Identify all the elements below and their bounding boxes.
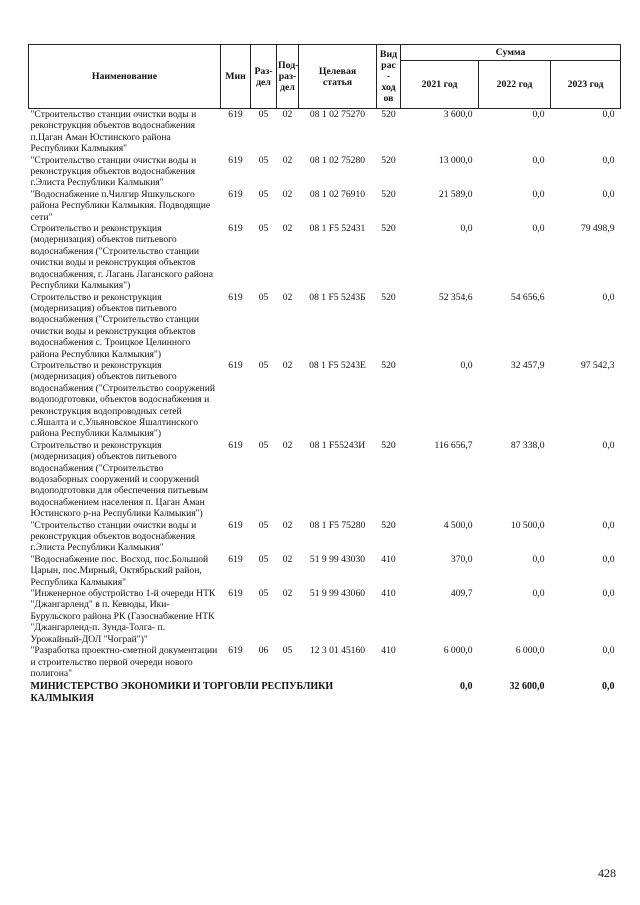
- cell-vid: 520: [381, 519, 396, 531]
- cell-name: "Инженерное обустройство 1-й очереди НТК "Джангарленд" в п. Кевюды, Ики-Бурульского района РК (Газоснабжение НТК "Джангарленд-п. Зунда-Толга- п. Урожайный-ДОЛ "Чограй")": [30, 588, 216, 645]
- cell-min: 619: [228, 588, 243, 600]
- cell-target: 08 1 F5 5243Е: [309, 359, 366, 371]
- cell-y2022: 54 656,6: [510, 291, 545, 303]
- header-target: Целевая статья: [299, 45, 377, 109]
- cell-y2021: 21 589,0: [438, 188, 473, 200]
- page-number: 428: [598, 866, 616, 880]
- cell-target: 08 1 F55243И: [309, 439, 366, 451]
- cell-min: 619: [228, 109, 243, 120]
- cell-podrazdel: 02: [282, 359, 293, 371]
- cell-vid: 410: [381, 588, 396, 600]
- cell-razdel: 05: [258, 519, 269, 531]
- cell-razdel: 06: [258, 645, 269, 657]
- cell-name: "Водоснабжение пос. Восход, пос.Большой Царын, пос.Мирный, Октябрьский район, Республика Калмыкия": [30, 553, 209, 588]
- table-row: [29, 292, 621, 360]
- cell-name: "Водоснабжение п.Чилгир Яшкульского района Республики Калмыкия. Подводящие сети": [30, 188, 211, 223]
- cell-razdel: 05: [258, 109, 269, 120]
- cell-podrazdel: 02: [282, 553, 293, 565]
- cell-y2023: 0,0: [602, 519, 615, 531]
- cell-y2022: 0,0: [532, 188, 545, 200]
- cell-y2021: 3 600,0: [443, 109, 473, 120]
- cell-target: 08 1 02 76910: [309, 188, 366, 200]
- cell-target: 08 1 F5 5243Б: [309, 291, 366, 303]
- table-row: [29, 645, 621, 679]
- cell-y2021: 6 000,0: [443, 645, 473, 657]
- cell-y2022: 10 500,0: [510, 519, 545, 531]
- cell-y2021: 4 500,0: [443, 519, 473, 531]
- cell-y2023: 0,0: [602, 588, 615, 600]
- cell-target: 51 9 99 43060: [309, 588, 366, 600]
- table-row: [29, 155, 621, 189]
- header-razdel: Раз- дел: [251, 45, 277, 109]
- cell-vid: 410: [381, 645, 396, 657]
- cell-podrazdel: 02: [282, 154, 293, 166]
- cell-y2021: 370,0: [450, 553, 473, 565]
- cell-podrazdel: 02: [282, 223, 293, 235]
- table-row: [29, 223, 621, 291]
- cell-razdel: 05: [258, 223, 269, 235]
- cell-min: 619: [228, 519, 243, 531]
- cell-podrazdel: 02: [282, 588, 293, 600]
- header-sum: Сумма: [401, 45, 621, 61]
- cell-min: 619: [228, 645, 243, 657]
- cell-target: 08 1 02 75270: [309, 109, 366, 120]
- cell-y2023: 97 542,3: [580, 359, 615, 371]
- cell-target: 08 1 02 75280: [309, 154, 366, 166]
- table-row: [29, 189, 621, 223]
- cell-y2022: 0,0: [532, 154, 545, 166]
- budget-table: [28, 44, 621, 705]
- cell-y2023: 0,0: [602, 645, 615, 657]
- header-2022: 2022 год: [479, 61, 551, 109]
- table-row: [29, 520, 621, 554]
- cell-min: 619: [228, 553, 243, 565]
- cell-y2023: 0,0: [602, 154, 615, 166]
- cell-podrazdel: 02: [282, 519, 293, 531]
- cell-vid: 520: [381, 154, 396, 166]
- cell-vid: 520: [381, 188, 396, 200]
- cell-name: Строительство и реконструкция (модернизация) объектов питьевого водоснабжения ("Строительство сооружений водоподготовки, объектов водоснабжения и реконструкция водопроводных сетей с.Яшалта и с.Ульяновское Яшалтинского района Республики Калмыкия"): [30, 359, 216, 440]
- cell-razdel: 05: [258, 588, 269, 600]
- cell-y2021: 13 000,0: [438, 154, 473, 166]
- header-vid: Вид рас - ход ов: [377, 45, 401, 109]
- cell-y2022: 6 000,0: [515, 645, 545, 657]
- cell-vid: 520: [381, 223, 396, 235]
- cell-y2022: 0,0: [532, 223, 545, 235]
- cell-y2023: 0,0: [602, 109, 615, 120]
- cell-y2022: 87 338,0: [510, 439, 545, 451]
- cell-y2022: 0,0: [532, 109, 545, 120]
- cell-name: Строительство и реконструкция (модернизация) объектов питьевого водоснабжения ("Строительство станции очистки воды и реконструкция объектов водоснабжения, г. Лагань Лаганского района Республики Калмыкия"): [30, 223, 214, 292]
- cell-y2023: 0,0: [602, 291, 615, 303]
- cell-razdel: 05: [258, 553, 269, 565]
- cell-podrazdel: 02: [282, 188, 293, 200]
- cell-razdel: 05: [258, 154, 269, 166]
- total-2023: 0,0: [602, 681, 615, 693]
- header-2023: 2023 год: [551, 61, 621, 109]
- cell-razdel: 05: [258, 188, 269, 200]
- cell-y2021: 409,7: [450, 588, 473, 600]
- header-name: Наименование: [29, 45, 221, 109]
- cell-min: 619: [228, 359, 243, 371]
- cell-y2023: 0,0: [602, 188, 615, 200]
- header-podrazdel: Под- раз- дел: [277, 45, 299, 109]
- cell-target: 08 1 F5 75280: [309, 519, 366, 531]
- cell-podrazdel: 02: [282, 109, 293, 120]
- total-2022: 32 600,0: [509, 681, 545, 693]
- cell-name: Строительство и реконструкция (модернизация) объектов питьевого водоснабжения ("Строительство станции очистки воды и реконструкция объектов водоснабжения с. Троицкое Целинного района Республики Калмыкия"): [30, 291, 200, 360]
- table-row: [29, 554, 621, 588]
- cell-razdel: 05: [258, 291, 269, 303]
- cell-min: 619: [228, 154, 243, 166]
- cell-name: Строительство и реконструкция (модернизация) объектов питьевого водоснабжения ("Строительство водозаборных сооружений и сооружений водоподготовки для обеспечения питьевым водоснабжением населения п. Цаган Аман Юстинского р-на Республики Калмыкия"): [30, 439, 208, 520]
- cell-name: "Строительство станции очистки воды и реконструкция объектов водоснабжения п.Цаган Аман Юстинского района Республики Калмыкия": [30, 109, 197, 155]
- cell-podrazdel: 02: [282, 439, 293, 451]
- cell-razdel: 05: [258, 359, 269, 371]
- table-row: [29, 440, 621, 520]
- cell-vid: 520: [381, 439, 396, 451]
- cell-name: "Строительство станции очистки воды и реконструкция объектов водоснабжения г.Элиста Республики Калмыкия": [30, 154, 197, 189]
- cell-y2023: 79 498,9: [580, 223, 615, 235]
- cell-podrazdel: 05: [282, 645, 293, 657]
- cell-min: 619: [228, 291, 243, 303]
- cell-y2022: 32 457,9: [510, 359, 545, 371]
- cell-razdel: 05: [258, 439, 269, 451]
- cell-name: "Разработка проектно-сметной документации и строительство первой очереди нового полигона": [30, 645, 218, 679]
- cell-vid: 520: [381, 359, 396, 371]
- cell-y2023: 0,0: [602, 439, 615, 451]
- header-2021: 2021 год: [401, 61, 479, 109]
- cell-min: 619: [228, 223, 243, 235]
- cell-min: 619: [228, 439, 243, 451]
- cell-podrazdel: 02: [282, 291, 293, 303]
- total-name: МИНИСТЕРСТВО ЭКОНОМИКИ И ТОРГОВЛИ РЕСПУБЛИКИ КАЛМЫКИЯ: [30, 681, 334, 705]
- cell-vid: 520: [381, 291, 396, 303]
- cell-y2021: 52 354,6: [438, 291, 473, 303]
- cell-vid: 410: [381, 553, 396, 565]
- total-row: [29, 679, 621, 705]
- cell-y2022: 0,0: [532, 553, 545, 565]
- cell-y2021: 0,0: [460, 223, 473, 235]
- cell-vid: 520: [381, 109, 396, 120]
- cell-target: 51 9 99 43030: [309, 553, 366, 565]
- table-row: [29, 109, 621, 155]
- cell-y2022: 0,0: [532, 588, 545, 600]
- cell-name: "Строительство станции очистки воды и реконструкция объектов водоснабжения г.Элиста Республики Калмыкия": [30, 519, 197, 554]
- total-2021: 0,0: [460, 681, 473, 693]
- cell-min: 619: [228, 188, 243, 200]
- header-min: Мин: [221, 45, 251, 109]
- cell-y2021: 0,0: [460, 359, 473, 371]
- cell-target: 08 1 F5 52431: [309, 223, 366, 235]
- cell-target: 12 3 01 45160: [309, 645, 366, 657]
- cell-y2021: 116 656,7: [434, 439, 473, 451]
- table-row: [29, 360, 621, 440]
- table-body: [29, 109, 621, 680]
- table-row: [29, 588, 621, 645]
- cell-y2023: 0,0: [602, 553, 615, 565]
